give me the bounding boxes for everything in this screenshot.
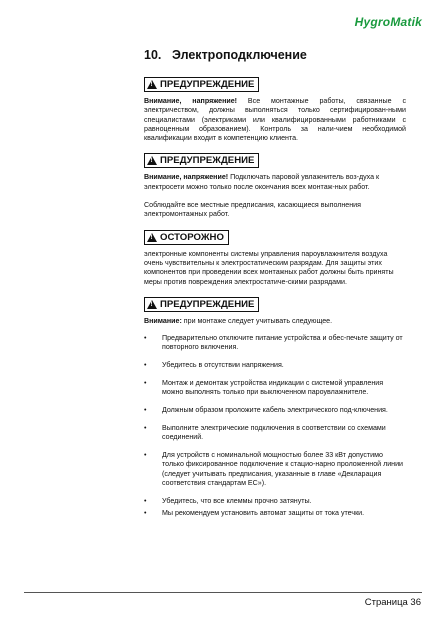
warning-triangle-icon bbox=[147, 300, 157, 309]
warning-emphasis: Внимание: bbox=[144, 316, 182, 325]
warning-body: Подключать паровой увлажнитель воз-духа к электросети можно только после окончания всех монтаж-ных работ. bbox=[144, 173, 380, 191]
instruction-list bbox=[144, 334, 406, 518]
bullet: • bbox=[144, 361, 147, 370]
footer-divider bbox=[24, 592, 422, 593]
section-heading bbox=[144, 48, 406, 62]
section-title: Электроподключение bbox=[172, 48, 307, 62]
warning-emphasis: Внимание, напряжение! bbox=[144, 97, 238, 105]
caution-block bbox=[144, 229, 406, 287]
list-item-text: Выполните электрические подключения в соответствии со схемами соединений. bbox=[162, 423, 386, 442]
page-number: Страница 36 bbox=[364, 597, 421, 608]
warning-body: при монтаже следует учитывать следующее. bbox=[181, 316, 333, 325]
list-item bbox=[144, 334, 406, 353]
list-item-text: Должным образом проложите кабель электрического под-ключения. bbox=[162, 406, 388, 415]
warning-triangle-icon bbox=[147, 233, 157, 242]
bullet: • bbox=[144, 334, 147, 343]
warning-block-2 bbox=[144, 152, 406, 219]
logo-part-1: Hygro bbox=[354, 15, 391, 29]
list-item bbox=[144, 406, 406, 415]
list-item bbox=[144, 361, 406, 370]
warning-body: Все монтажные работы, связанные с электричеством, должны выполняться только сертифицирован-ными специалистами (электриками или квалифицированными работниками с равноценным образованием). Контроль за нали-чием необходимой квалификации входит в компетенцию клиента. bbox=[144, 97, 406, 143]
bullet: • bbox=[144, 379, 147, 388]
page-content bbox=[144, 48, 406, 527]
list-item bbox=[144, 497, 406, 506]
warning-label-text: ПРЕДУПРЕЖДЕНИЕ bbox=[160, 155, 255, 167]
list-item-text: Мы рекомендуем установить автомат защиты от тока утечки. bbox=[162, 509, 365, 518]
section-number: 10. bbox=[144, 48, 162, 62]
list-item bbox=[144, 509, 406, 518]
caution-label bbox=[144, 230, 229, 245]
warning-text-2: Соблюдайте все местные предписания, касающиеся выполнения электромонтажных работ. bbox=[144, 201, 361, 219]
list-item bbox=[144, 451, 406, 488]
list-item-text: Монтаж и демонтаж устройства индикации с системой управления можно выполнять только при выключенном пароувлажнителе. bbox=[162, 379, 384, 397]
warning-label bbox=[144, 153, 259, 168]
list-item-text: Убедитесь, что все клеммы прочно затянуты. bbox=[162, 496, 312, 505]
bullet: • bbox=[144, 451, 147, 460]
list-item bbox=[144, 379, 406, 398]
warning-text bbox=[144, 317, 406, 326]
warning-triangle-icon bbox=[147, 80, 157, 89]
list-item-text: Предварительно отключите питание устройства и обес-печьте защиту от повторного включения. bbox=[162, 334, 403, 352]
warning-emphasis: Внимание, напряжение! bbox=[144, 173, 229, 182]
list-item-text: Для устройств с номинальной мощностью более 33 кВт допустимо только фиксированное подключение к стацио-нарно проложенной линии (следует учитывать предписания, указанные в главе «Декларация соответствия стандартам ЕС»). bbox=[162, 451, 404, 487]
warning-label-text: ПРЕДУПРЕЖДЕНИЕ bbox=[160, 298, 255, 310]
warning-block-1 bbox=[144, 76, 406, 143]
caution-text: электронные компоненты системы управления пароувлажнителя воздуха очень чувствительны к электростатическим разрядам. Для защиты этих компонентов при проведении всех монтажных работ должны быть приняты меры против повреждения электростатиче-скими разрядами. bbox=[144, 249, 394, 286]
warning-text bbox=[144, 173, 406, 192]
list-item bbox=[144, 424, 406, 443]
bullet: • bbox=[144, 496, 147, 505]
warning-triangle-icon bbox=[147, 156, 157, 165]
bullet: • bbox=[144, 406, 147, 415]
warning-label-text: ПРЕДУПРЕЖДЕНИЕ bbox=[160, 79, 255, 90]
bullet: • bbox=[144, 423, 147, 432]
warning-block-3 bbox=[144, 296, 406, 518]
warning-label bbox=[144, 297, 259, 312]
warning-label bbox=[144, 77, 259, 92]
list-item-text: Убедитесь в отсутствии напряжения. bbox=[162, 361, 284, 370]
warning-text bbox=[144, 97, 406, 143]
hygromatik-logo bbox=[355, 15, 422, 29]
logo-part-2: Matik bbox=[390, 15, 422, 29]
bullet: • bbox=[144, 509, 147, 518]
caution-label-text: ОСТОРОЖНО bbox=[160, 231, 224, 243]
